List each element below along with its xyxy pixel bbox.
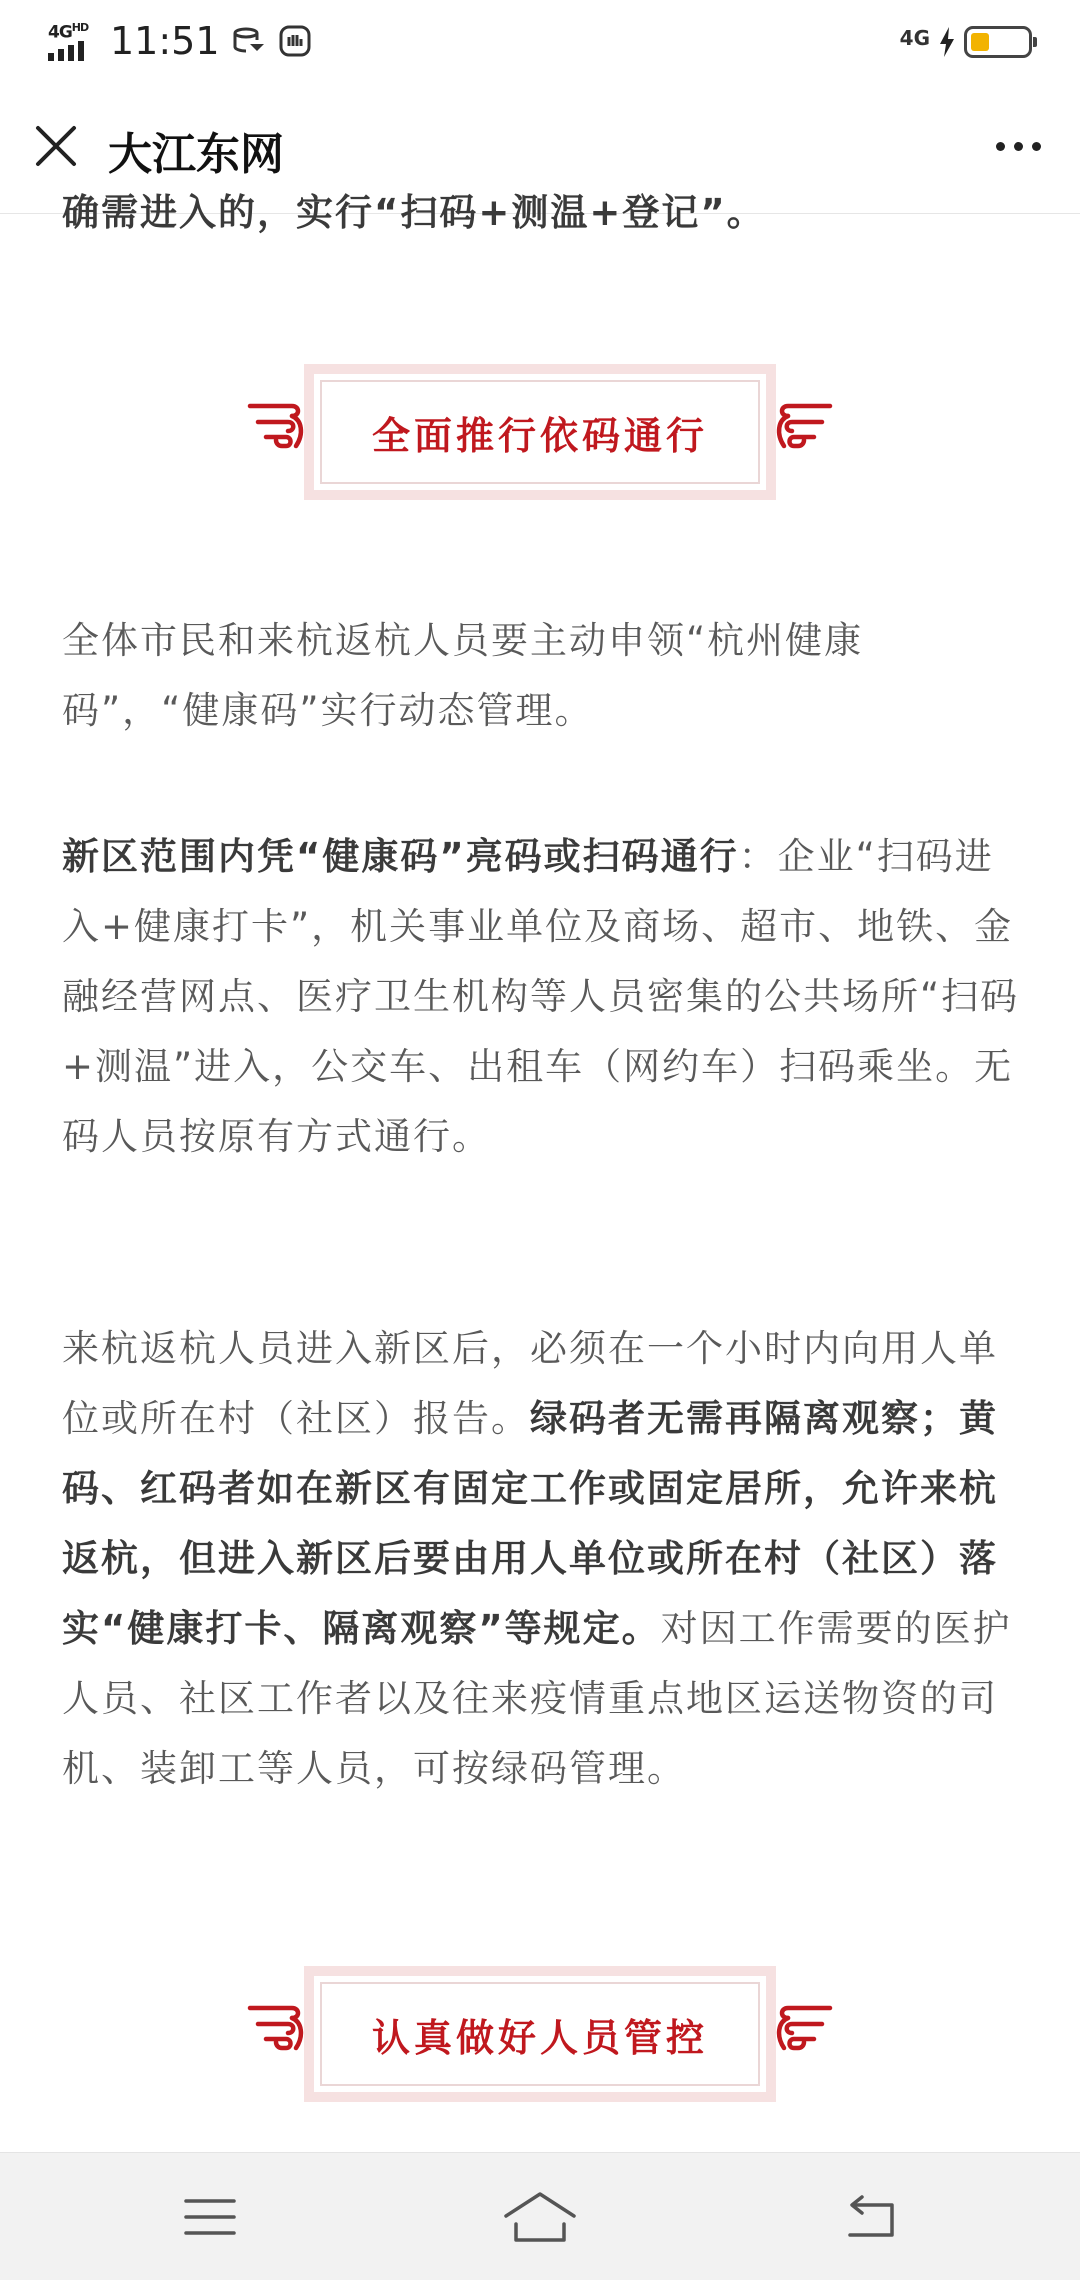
back-icon [842,2193,898,2241]
wing-left-icon [246,2002,306,2058]
paragraph-3-bold: 绿码者无需再隔离观察；黄码、红码者如在新区有固定工作或固定居所，允许来杭返杭，但进入新区后要由用人单位或所在村（社区）落实“健康打卡、隔离观察”等规定。 [62,1397,998,1650]
navigation-bar [0,2152,1080,2280]
paragraph-1-text: 全体市民和来杭返杭人员要主动申领“杭州健康码”，“健康码”实行动态管理。 [62,619,864,732]
more-button[interactable] [986,118,1050,174]
network-label: 4G [48,22,72,43]
paragraph-3-start: 来杭返杭人员进入新区后，必须在一个小时内向用人单位或所在村（社区）报告。 [62,1327,998,1440]
section-heading-box [304,364,776,500]
section-heading-1 [0,364,1080,500]
signal-icon [48,19,98,63]
section-heading-box [304,1966,776,2102]
home-icon [502,2190,578,2244]
status-right [900,22,1032,62]
paragraph-cut [62,178,1020,248]
article-body [0,191,1080,2152]
nav-back-button[interactable] [830,2185,910,2249]
nav-menu-button[interactable] [170,2185,250,2249]
status-left [48,16,312,66]
network-sup: HD [71,21,89,34]
status-bar [0,0,1080,82]
wing-left-icon [246,400,306,456]
section-heading-2 [0,1966,1080,2102]
nav-home-button[interactable] [500,2185,580,2249]
battery-fill [971,33,989,51]
close-button[interactable] [28,118,84,174]
wing-right-icon [774,2002,834,2058]
paragraph-2-bold: 新区范围内凭“健康码”亮码或扫码通行 [62,835,739,878]
menu-icon [182,2195,238,2239]
shield-icon [278,24,312,58]
data-saver-icon [232,24,266,58]
charging-icon [938,27,956,57]
paragraph-3-end: 对因工作需要的医护人员、社区工作者以及往来疫情重点地区运送物资的司机、装卸工等人员，可按绿码管理。 [62,1607,1012,1790]
paragraph-2-text: ：企业“扫码进入+健康打卡”，机关事业单位及商场、超市、地铁、金融经营网点、医疗卫生机构等人员密集的公共场所“扫码+测温”进入，公交车、出租车（网约车）扫码乘坐。无码人员按原有方式通行。 [62,835,1020,1158]
paragraph-3 [62,1314,1020,1804]
status-time: 11:51 [110,19,220,63]
cut-paragraph-text: 确需进入的，实行“扫码+测温+登记”。 [62,191,766,234]
page-title: 大江东网 [108,129,284,180]
section-heading-label: 全面推行依码通行 [371,413,708,458]
section-heading-label: 认真做好人员管控 [371,2015,708,2060]
right-network-label: 4G [899,26,930,50]
wing-right-icon [774,400,834,456]
paragraph-2 [62,822,1020,1172]
paragraph-1 [62,606,1020,746]
battery-icon [964,26,1032,58]
close-icon [35,125,77,167]
more-dots-icon [996,142,1005,151]
